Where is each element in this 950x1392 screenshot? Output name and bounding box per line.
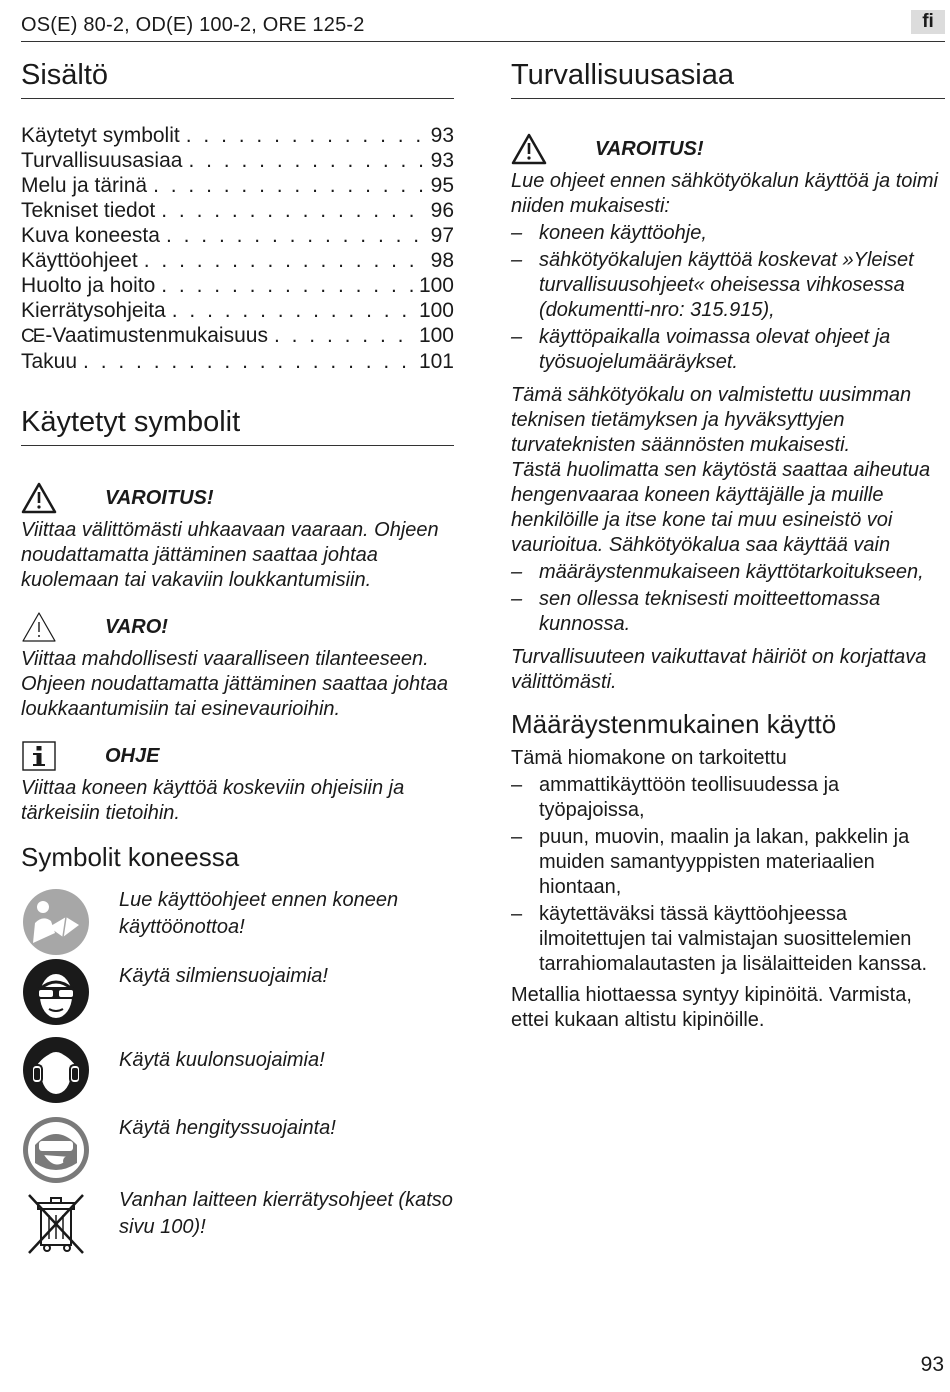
toc-entry-page: 96 xyxy=(430,199,454,222)
machine-symbol-item xyxy=(21,1187,454,1257)
right-column xyxy=(511,55,945,1033)
page-header xyxy=(21,8,945,42)
hearing-protection-icon xyxy=(21,1035,91,1105)
toc-entry-label: Kierrätysohjeita xyxy=(21,299,166,322)
toc-leader-dots xyxy=(172,298,413,323)
toc-entry-label: Käyttöohjeet xyxy=(21,249,138,272)
machine-symbol-item xyxy=(21,957,454,1027)
toc-entry-label: Huolto ja hoito xyxy=(21,274,156,297)
toc-title: Sisältö xyxy=(21,55,454,99)
list-item: – määräystenmukaiseen käyttötarkoitukseen, xyxy=(511,560,945,585)
list-item: – ammattikäyttöön teollisuudessa ja työpajoissa, xyxy=(511,773,945,823)
machine-symbols-title: Symbolit koneessa xyxy=(21,842,240,872)
toc-entry-page: 100 xyxy=(418,324,454,347)
caution-notice-header xyxy=(21,611,454,643)
toc-entry-page: 100 xyxy=(418,274,454,297)
safety-paragraph-2: Tämä sähkötyökalu on valmistettu uusimman teknisen tietämyksen ja hyväksyttyjen turvateknisten säännösten mukaisesti. xyxy=(511,384,912,456)
caution-description: Viittaa mahdollisesti vaaralliseen tilanteeseen. Ohjeen noudattamatta jättäminen saattaa johtaa loukkaantumisiin tai esinevaurioihin. xyxy=(21,648,448,720)
safety-warning-label: VAROITUS! xyxy=(595,137,704,160)
toc-leader-dots xyxy=(144,248,425,273)
toc-entry[interactable] xyxy=(21,298,454,323)
toc-entry[interactable] xyxy=(21,323,454,349)
machine-symbol-item xyxy=(21,1035,454,1105)
list-item: – koneen käyttöohje, xyxy=(511,221,945,246)
warning-description: Viittaa välittömästi uhkaavaan vaaraan. Ohjeen noudattamatta jättäminen saattaa johtaa kuolemaan tai vakaviin loukkantumisiin. xyxy=(21,519,439,591)
intended-use-intro: Tämä hiomakone on tarkoitettu xyxy=(511,747,787,769)
toc-leader-dots xyxy=(83,349,413,374)
toc-entry-label: Tekniset tiedot xyxy=(21,199,156,222)
toc-entry-page: 93 xyxy=(430,124,454,147)
toc-leader-dots xyxy=(166,223,425,248)
safety-conditions-list xyxy=(511,560,945,637)
machine-symbol-text: Lue käyttöohjeet ennen koneen käyttöönottoa! xyxy=(119,889,399,938)
language-badge: fi xyxy=(911,10,945,34)
warning-notice-header xyxy=(21,482,454,514)
info-icon xyxy=(21,740,57,772)
toc-entry[interactable] xyxy=(21,123,454,148)
toc-entry[interactable] xyxy=(21,248,454,273)
toc-entry-label xyxy=(21,323,274,349)
safety-paragraph-3: Tästä huolimatta sen käytöstä saattaa aiheutua hengenvaaraa koneen käyttäjälle ja muille henkilöille ja itse kone tai muu esineistö voi vaurioitua. Sähkötyökalua saa käyttää vain xyxy=(511,459,931,556)
crossed-bin-icon xyxy=(21,1187,91,1257)
toc-leader-dots xyxy=(186,123,425,148)
toc-entry-page: 95 xyxy=(430,174,454,197)
toc-entry[interactable] xyxy=(21,198,454,223)
list-item: – sähkötyökalujen käyttöä koskevat »Yleiset turvallisuusohjeet« oheisessa vihkosessa (dokumentti-nro: 315.915), xyxy=(511,248,945,323)
safety-documents-list xyxy=(511,221,945,375)
intended-use-list xyxy=(511,773,945,977)
toc-entry-label: Kuva koneesta xyxy=(21,224,160,247)
toc-entry[interactable] xyxy=(21,349,454,374)
symbols-section-title: Käytetyt symbolit xyxy=(21,402,454,446)
caution-triangle-icon xyxy=(21,611,57,643)
toc-leader-dots xyxy=(188,148,424,173)
read-manual-icon xyxy=(21,887,91,957)
warning-triangle-icon xyxy=(511,133,547,165)
list-item: – puun, muovin, maalin ja lakan, pakkelin ja muiden samantyyppisten materiaalien hiontaan, xyxy=(511,825,945,900)
toc-leader-dots xyxy=(161,273,413,298)
note-notice-header xyxy=(21,740,454,772)
list-item: – käytettäväksi tässä käyttöohjeessa ilmoitettujen tai valmistajan suosittelemien tarrahiomalautasten ja lisälaitteiden kanssa. xyxy=(511,902,945,977)
machine-symbol-item xyxy=(21,887,454,957)
note-label: OHJE xyxy=(105,744,160,767)
toc-entry[interactable] xyxy=(21,173,454,198)
toc-entry[interactable] xyxy=(21,223,454,248)
safety-warning-header xyxy=(511,133,945,165)
document-title: OS(E) 80-2, OD(E) 100-2, ORE 125-2 xyxy=(21,14,365,36)
left-column xyxy=(21,55,454,1257)
machine-symbol-text: Vanhan laitteen kierrätysohjeet (katso sivu 100)! xyxy=(119,1189,453,1238)
safety-paragraph-4: Turvallisuuteen vaikuttavat häiriöt on korjattava välittömästi. xyxy=(511,646,927,693)
machine-symbol-item xyxy=(21,1115,454,1185)
toc-entry[interactable] xyxy=(21,273,454,298)
table-of-contents xyxy=(21,123,454,374)
machine-symbol-text: Käytä hengityssuojainta! xyxy=(119,1117,336,1139)
warning-label: VAROITUS! xyxy=(105,486,214,509)
toc-entry-label: Turvallisuusasiaa xyxy=(21,149,183,172)
toc-entry-page: 97 xyxy=(430,224,454,247)
respiratory-protection-icon xyxy=(21,1115,91,1185)
toc-entry-page: 101 xyxy=(418,350,454,373)
list-item: – käyttöpaikalla voimassa olevat ohjeet ja työsuojelumääräykset. xyxy=(511,325,945,375)
toc-entry-label-text: -Vaatimustenmukaisuus xyxy=(45,324,268,347)
toc-entry-label: Melu ja tärinä xyxy=(21,174,148,197)
toc-entry-page: 93 xyxy=(430,149,454,172)
page-number: 93 xyxy=(920,1353,944,1376)
toc-entry-page: 100 xyxy=(418,299,454,322)
toc-leader-dots xyxy=(274,323,413,348)
toc-leader-dots xyxy=(153,173,425,198)
machine-symbol-text: Käytä kuulonsuojaimia! xyxy=(119,1049,325,1071)
toc-entry-page: 98 xyxy=(430,249,454,272)
safety-section-title: Turvallisuusasiaa xyxy=(511,55,945,99)
eye-protection-icon xyxy=(21,957,91,1027)
intended-use-outro: Metallia hiottaessa syntyy kipinöitä. Varmista, ettei kukaan altistu kipinöille. xyxy=(511,984,912,1031)
intended-use-title: Määräystenmukainen käyttö xyxy=(511,709,837,739)
toc-entry-label: Takuu xyxy=(21,350,78,373)
machine-symbol-text: Käytä silmiensuojaimia! xyxy=(119,965,328,987)
toc-leader-dots xyxy=(161,198,424,223)
safety-intro: Lue ohjeet ennen sähkötyökalun käyttöä ja toimi niiden mukaisesti: xyxy=(511,170,938,217)
toc-entry-label: Käytetyt symbolit xyxy=(21,124,180,147)
caution-label: VARO! xyxy=(105,615,168,638)
note-description: Viittaa koneen käyttöä koskeviin ohjeisiin ja tärkeisiin tietoihin. xyxy=(21,777,405,824)
warning-triangle-icon xyxy=(21,482,57,514)
toc-entry[interactable] xyxy=(21,148,454,173)
list-item: – sen ollessa teknisesti moitteettomassa kunnossa. xyxy=(511,587,945,637)
ce-mark-icon: CE xyxy=(21,326,44,347)
